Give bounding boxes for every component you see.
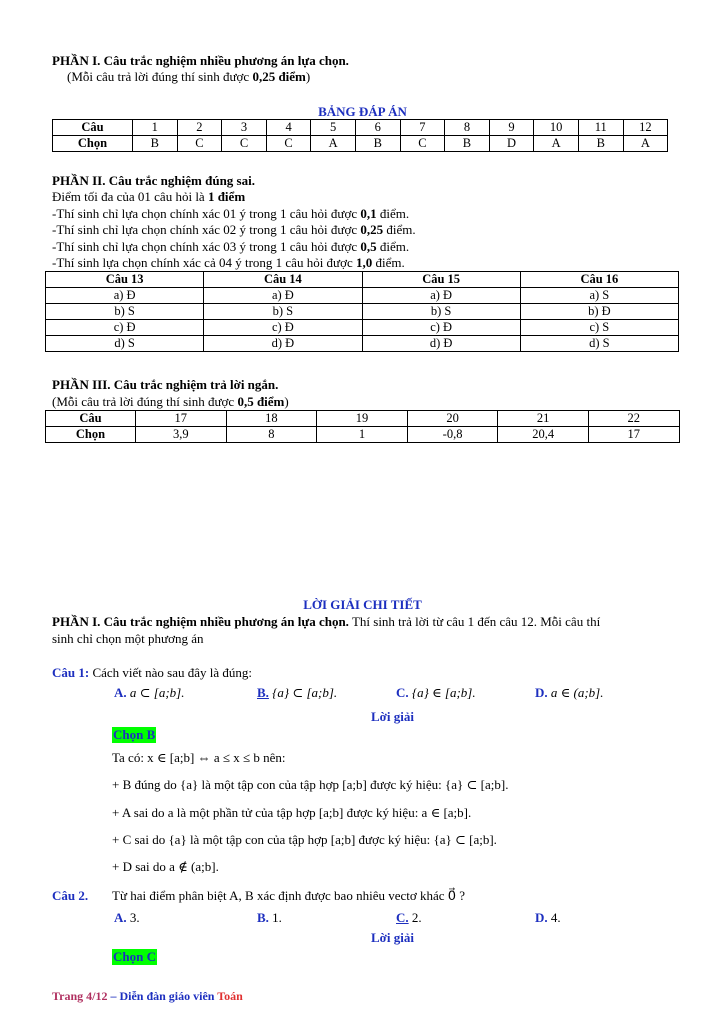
answer-table-cell: 4 [266,120,311,136]
part2-rule: -Thí sinh chỉ lựa chọn chính xác 03 ý trong 1 câu hỏi được 0,5 điểm. [52,239,410,254]
answer-table-row-questions [53,120,668,136]
q1-option-c: C. {a} ∈ [a;b]. [396,685,476,700]
short-answer-cell: 21 [498,411,589,427]
q1-solution-line: + A sai do a là một phần tử của tập hợp [a;b] được ký hiệu: a ∈ [a;b]. [112,805,472,820]
q2-option-b: B. 1. [257,910,282,925]
q1-option-a: A. a ⊂ [a;b]. [114,685,185,700]
truefalse-cell: d) S [520,336,678,352]
short-answer-cell: 3,9 [136,427,227,443]
truefalse-cell: a) Đ [46,288,204,304]
q2-solution-label: Lời giải [371,930,414,945]
part2-rule: -Thí sinh lựa chọn chính xác cả 04 ý trong 1 câu hỏi được 1,0 điểm. [52,255,405,270]
short-answer-label: Câu [46,411,136,427]
answer-table-cell: 8 [445,120,490,136]
part2-title: PHẦN II. Câu trắc nghiệm đúng sai. [52,173,255,188]
answer-table-cell: B [578,136,623,152]
truefalse-cell: b) Đ [520,304,678,320]
truefalse-cell: c) Đ [46,320,204,336]
answer-table-cell: A [534,136,579,152]
truefalse-cell: b) S [46,304,204,320]
answer-table-cell: C [177,136,222,152]
answer-table-title: BẢNG ĐÁP ÁN [318,104,407,119]
answer-table-cell: C [400,136,445,152]
short-answer-cell: 20 [407,411,498,427]
q1-option-b: B. {a} ⊂ [a;b]. [257,685,338,700]
answer-table-cell: B [445,136,490,152]
answer-table-cell: 9 [489,120,534,136]
part3-title: PHẦN III. Câu trắc nghiệm trả lời ngắn. [52,377,279,392]
q2-option-d: D. 4. [535,910,561,925]
answer-table-cell: 10 [534,120,579,136]
q1-solution-label: Lời giải [371,709,414,724]
answer-table-cell: 5 [311,120,356,136]
truefalse-cell: a) Đ [204,288,362,304]
short-answer-cell: 18 [226,411,317,427]
part2-rule: -Thí sinh chỉ lựa chọn chính xác 02 ý trong 1 câu hỏi được 0,25 điểm. [52,222,416,237]
q2-choice-badge: Chọn C [113,949,156,964]
short-answer-cell: 17 [588,427,679,443]
footer-subject: Toán [217,989,243,1003]
truefalse-header: Câu 13 [46,272,204,288]
answer-table-cell: 6 [355,120,400,136]
short-answer-cell: 1 [317,427,408,443]
solutions-intro-2: sinh chỉ chọn một phương án [52,631,204,646]
q1-solution-line: + C sai do {a} là một tập con của tập hợp [a;b] được ký hiệu: {a} ⊂ [a;b]. [112,832,497,847]
answer-table-cell: C [222,136,267,152]
truefalse-cell: c) S [520,320,678,336]
q2-option-c: C. 2. [396,910,422,925]
short-answer-cell: 8 [226,427,317,443]
part2-max: Điểm tối đa của 01 câu hỏi là 1 điểm [52,189,246,204]
answer-table [52,119,668,152]
truefalse-cell: a) Đ [362,288,520,304]
answer-table-cell: B [133,136,178,152]
short-answer-cell: -0,8 [407,427,498,443]
truefalse-cell: d) S [46,336,204,352]
short-answer-cell: 20,4 [498,427,589,443]
truefalse-table [45,271,679,352]
question-2-text: Từ hai điểm phân biệt A, B xác định được bao nhiêu vectơ khác 0⃗ ? [112,888,466,903]
answer-table-cell: A [311,136,356,152]
short-answer-cell: 17 [136,411,227,427]
page-footer: Trang 4/12 – Diễn đàn giáo viên Toán [52,989,243,1003]
truefalse-cell: c) Đ [362,320,520,336]
answer-table-cell: D [489,136,534,152]
q1-choice-badge: Chọn B [113,727,156,742]
answer-table-cell: 11 [578,120,623,136]
answer-table-cell: 7 [400,120,445,136]
q1-solution-line: + B đúng do {a} là một tập con của tập hợp [a;b] được ký hiệu: {a} ⊂ [a;b]. [112,777,509,792]
answer-table-cell: 12 [623,120,668,136]
question-2-label: Câu 2. [52,888,89,903]
short-answer-cell: 19 [317,411,408,427]
question-1: Câu 1: Cách viết nào sau đây là đúng: [52,665,253,680]
truefalse-header: Câu 14 [204,272,362,288]
answer-table-label: Câu [53,120,133,136]
short-answer-table [45,410,680,443]
answer-table-label: Chọn [53,136,133,152]
q2-option-a: A. 3. [114,910,140,925]
part1-note: (Mỗi câu trả lời đúng thí sinh được 0,25 điểm) [67,69,311,84]
footer-forum: Diễn đàn giáo viên [119,989,218,1003]
part3-note: (Mỗi câu trả lời đúng thí sinh được 0,5 điểm) [52,394,289,409]
answer-table-cell: B [355,136,400,152]
truefalse-cell: b) S [204,304,362,320]
answer-table-cell: C [266,136,311,152]
truefalse-header: Câu 15 [362,272,520,288]
part1-title: PHẦN I. Câu trắc nghiệm nhiều phương án lựa chọn. [52,53,349,68]
short-answer-cell: 22 [588,411,679,427]
truefalse-cell: c) Đ [204,320,362,336]
truefalse-header: Câu 16 [520,272,678,288]
answer-table-cell: 2 [177,120,222,136]
footer-page: Trang 4/12 [52,989,108,1003]
answer-table-row-answers [53,136,668,152]
q1-solution-line: + D sai do a ∉ (a;b]. [112,859,219,874]
truefalse-cell: a) S [520,288,678,304]
truefalse-cell: b) S [362,304,520,320]
part2-rule: -Thí sinh chỉ lựa chọn chính xác 01 ý trong 1 câu hỏi được 0,1 điểm. [52,206,410,221]
truefalse-cell: d) Đ [204,336,362,352]
short-answer-label: Chọn [46,427,136,443]
q1-option-d: D. a ∈ (a;b]. [535,685,604,700]
answer-table-cell: A [623,136,668,152]
solutions-heading: LỜI GIẢI CHI TIẾT [303,597,422,612]
solutions-intro: PHẦN I. Câu trắc nghiệm nhiều phương án lựa chọn. Thí sinh trả lời từ câu 1 đến câu 12. Mỗi câu thí [52,614,601,629]
truefalse-cell: d) Đ [362,336,520,352]
answer-table-cell: 1 [133,120,178,136]
q1-solution-line: Ta có: x ∈ [a;b] ⇔ a ≤ x ≤ b nên: [112,750,286,765]
answer-table-cell: 3 [222,120,267,136]
